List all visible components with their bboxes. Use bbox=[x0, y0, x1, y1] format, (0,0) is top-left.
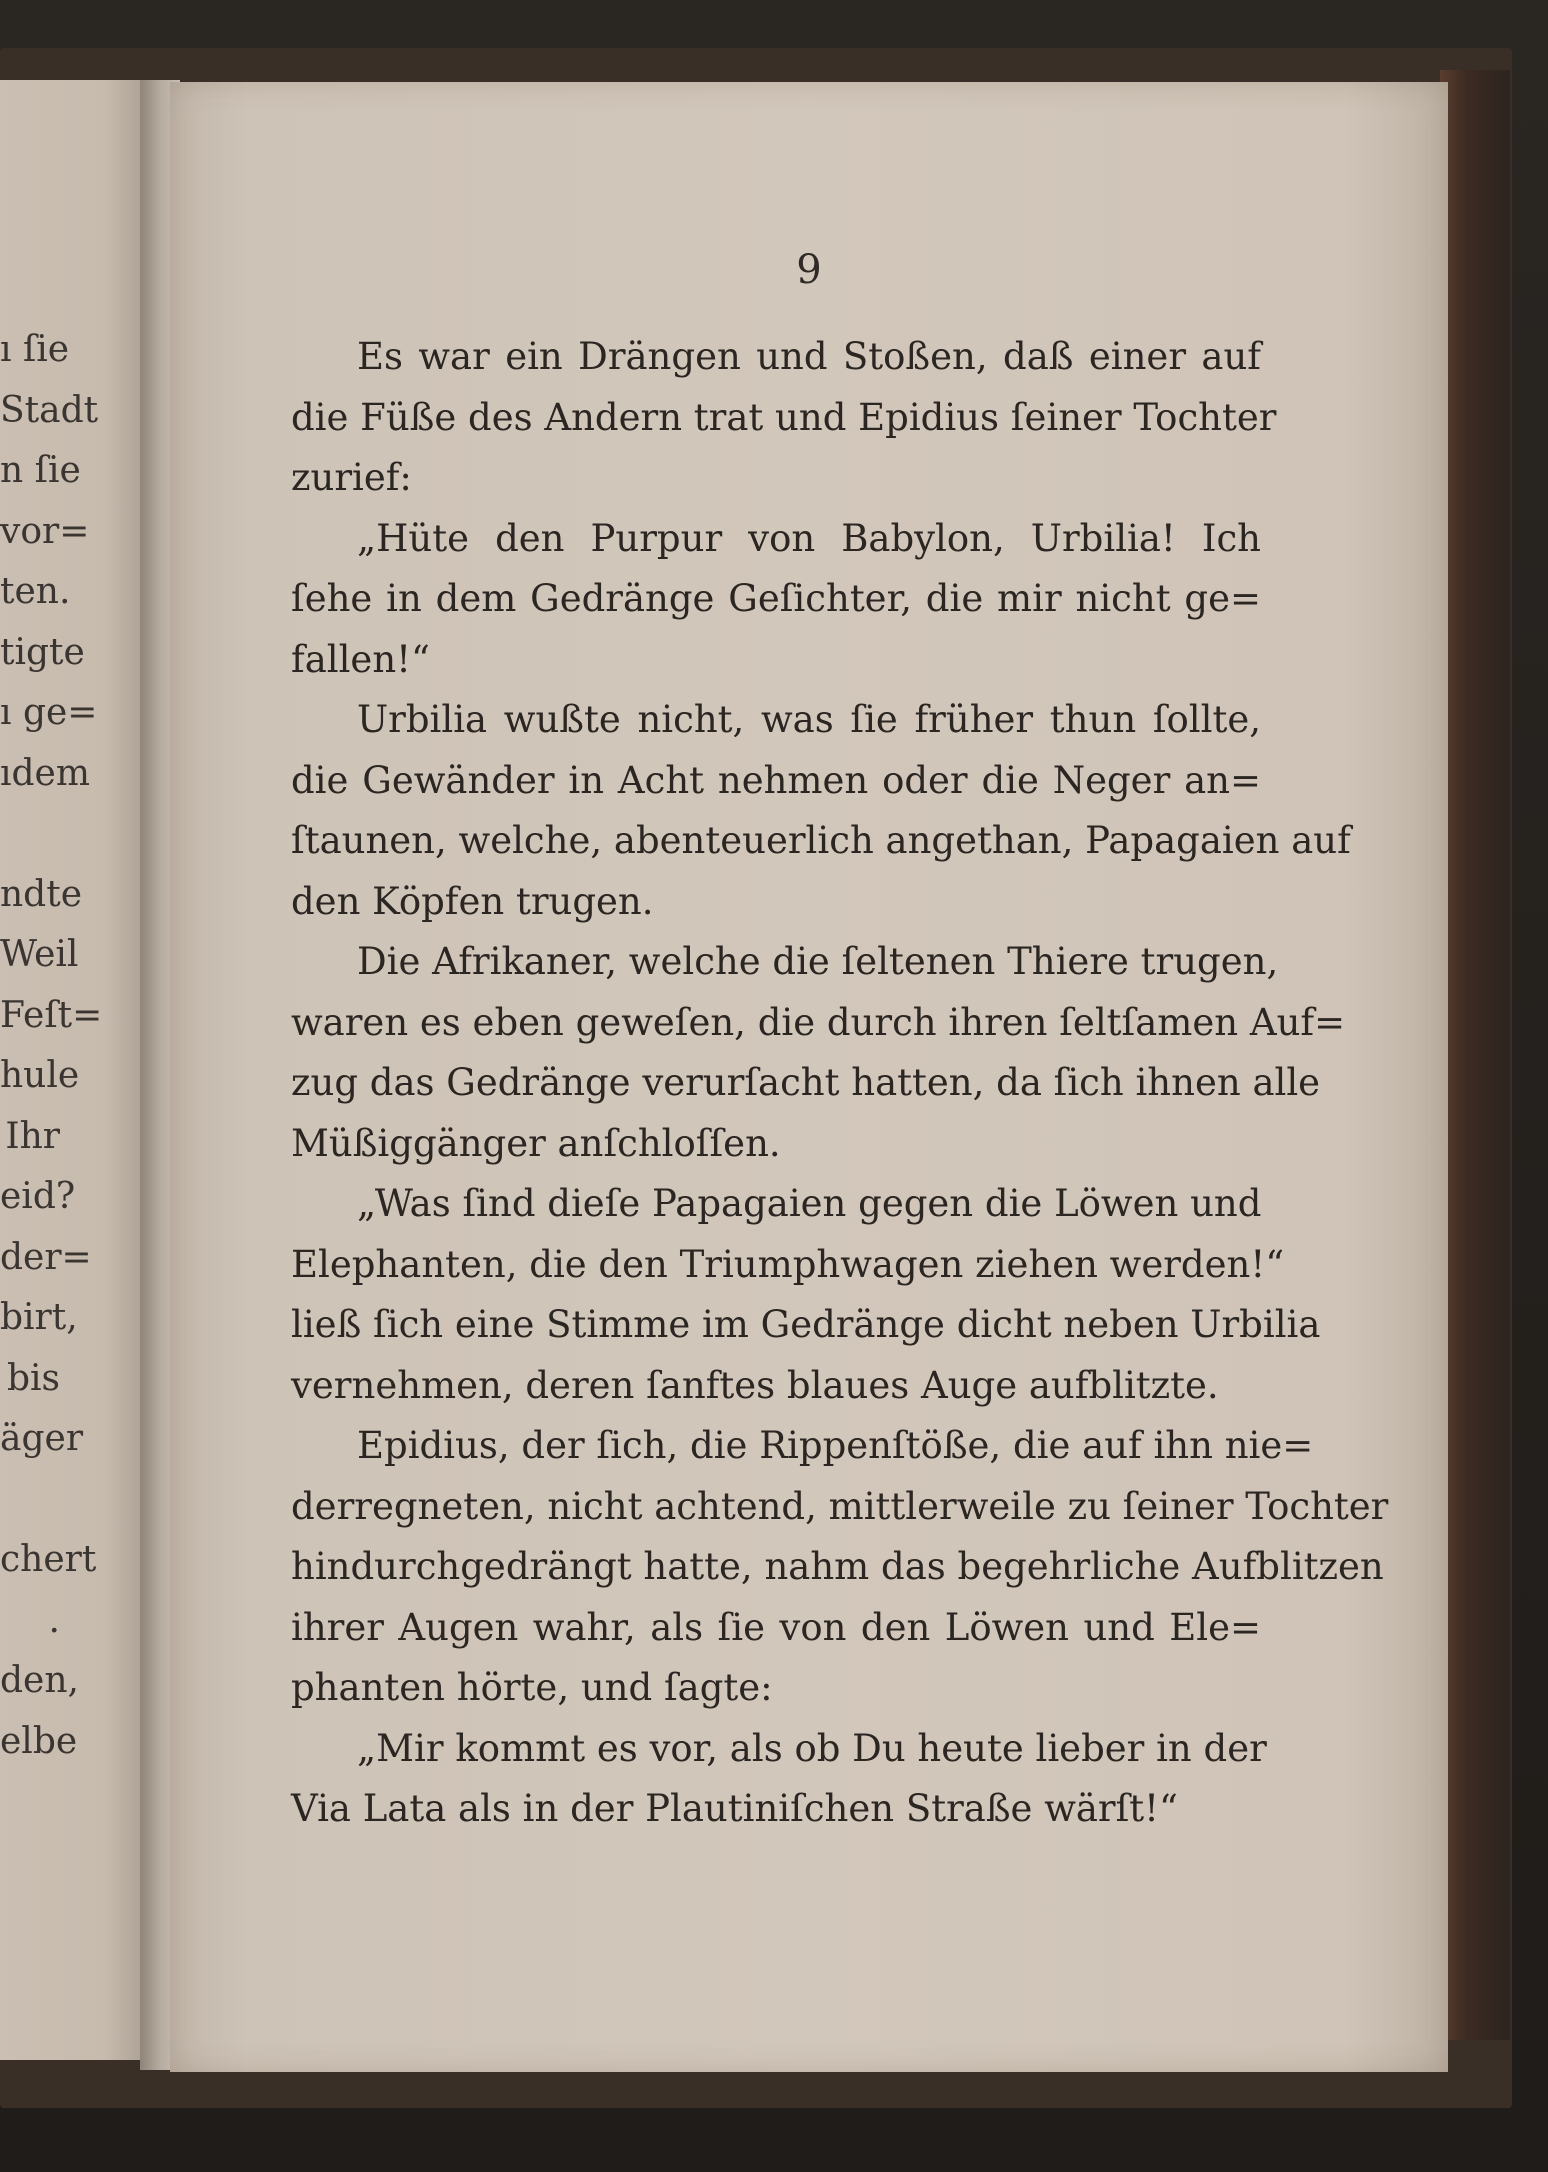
fragment-line: ıdem bbox=[0, 752, 90, 794]
fragment-line: tigte bbox=[0, 631, 85, 673]
fragment-line: elbe bbox=[0, 1720, 78, 1762]
text-line: die Füße des Andern trat und Epidius ſeiner Tochter bbox=[291, 395, 1277, 439]
text-line: phanten hörte, und ſagte: bbox=[291, 1666, 773, 1709]
fragment-line: vor= bbox=[0, 510, 90, 552]
fragment-line: ı ge= bbox=[0, 692, 98, 733]
fragment-line: hule bbox=[0, 1055, 80, 1096]
fragment-line: bis bbox=[6, 1357, 60, 1399]
text-line: den Köpfen trugen. bbox=[291, 879, 654, 923]
fragment-line: Ihr bbox=[5, 1115, 60, 1157]
fragment-line: den, bbox=[0, 1660, 79, 1701]
text-line: zug das Gedränge verurſacht hatten, da ſich ihnen alle bbox=[291, 1061, 1321, 1104]
page-number: 9 bbox=[796, 247, 822, 293]
text-line: Urbilia wußte nicht, was ſie früher thun ſollte, bbox=[357, 698, 1261, 741]
fragment-line: . bbox=[48, 1599, 60, 1641]
text-line: fallen!“ bbox=[291, 637, 430, 681]
text-line: ſtaunen, welche, abenteuerlich angethan, Papagaien auf bbox=[291, 819, 1351, 862]
book-cover-edge bbox=[1440, 70, 1510, 2040]
text-line: ihrer Augen wahr, als ſie von den Löwen und Ele= bbox=[291, 1605, 1261, 1649]
fragment-line: äger bbox=[0, 1418, 84, 1459]
text-line: ſehe in dem Gedränge Geſichter, die mir nicht ge= bbox=[291, 577, 1261, 620]
fragment-line: birt, bbox=[0, 1297, 78, 1338]
fragment-line: eid? bbox=[0, 1176, 76, 1217]
fragment-line: der= bbox=[0, 1236, 92, 1278]
text-line: ließ ſich eine Stimme im Gedränge dicht neben Urbilia bbox=[291, 1303, 1321, 1346]
fragment-line: Weil bbox=[0, 934, 79, 975]
fragment-line: Stadt bbox=[0, 389, 99, 431]
text-line: Es war ein Drängen und Stoßen, daß einer auf bbox=[357, 335, 1261, 378]
text-line: Via Lata als in der Plautiniſchen Straße wärſt!“ bbox=[291, 1787, 1178, 1830]
text-line: zurief: bbox=[291, 456, 412, 499]
text-line: derregneten, nicht achtend, mittlerweile zu ſeiner Tochter bbox=[291, 1484, 1389, 1528]
text-line: hindurchgedrängt hatte, nahm das begehrliche Aufblitzen bbox=[291, 1545, 1384, 1588]
text-line: „Hüte den Purpur von Babylon, Urbilia! Ich bbox=[357, 516, 1261, 560]
text-line: „Mir kommt es vor, als ob Du heute lieber in der bbox=[357, 1726, 1267, 1770]
text-line: vernehmen, deren ſanftes blaues Auge aufblitzte. bbox=[291, 1363, 1219, 1407]
text-line: Müßiggänger anſchloſſen. bbox=[291, 1121, 781, 1165]
text-line: die Gewänder in Acht nehmen oder die Neger an= bbox=[291, 758, 1261, 802]
text-line: Die Afrikaner, welche die ſeltenen Thiere trugen, bbox=[357, 940, 1279, 983]
fragment-line bbox=[0, 804, 60, 865]
fragment-line bbox=[0, 1470, 60, 1531]
previous-page-text bbox=[0, 320, 103, 1772]
book-page bbox=[170, 82, 1448, 2072]
page-body-text bbox=[291, 327, 1389, 1840]
fragment-line: Feſt= bbox=[0, 994, 103, 1036]
fragment-line: ı ſie bbox=[0, 329, 70, 370]
fragment-line: ten. bbox=[0, 571, 71, 612]
text-line: „Was ſind dieſe Papagaien gegen die Löwen und bbox=[357, 1182, 1262, 1225]
fragment-line: ndte bbox=[0, 873, 83, 915]
text-line: waren es eben geweſen, die durch ihren ſeltſamen Auf= bbox=[291, 1000, 1346, 1044]
text-line: Elephanten, die den Triumphwagen ziehen werden!“ bbox=[291, 1242, 1285, 1286]
fragment-line: chert bbox=[0, 1539, 97, 1580]
text-line: Epidius, der ſich, die Rippenſtöße, die auf ihn nie= bbox=[357, 1424, 1314, 1467]
fragment-line: n ſie bbox=[0, 450, 81, 491]
